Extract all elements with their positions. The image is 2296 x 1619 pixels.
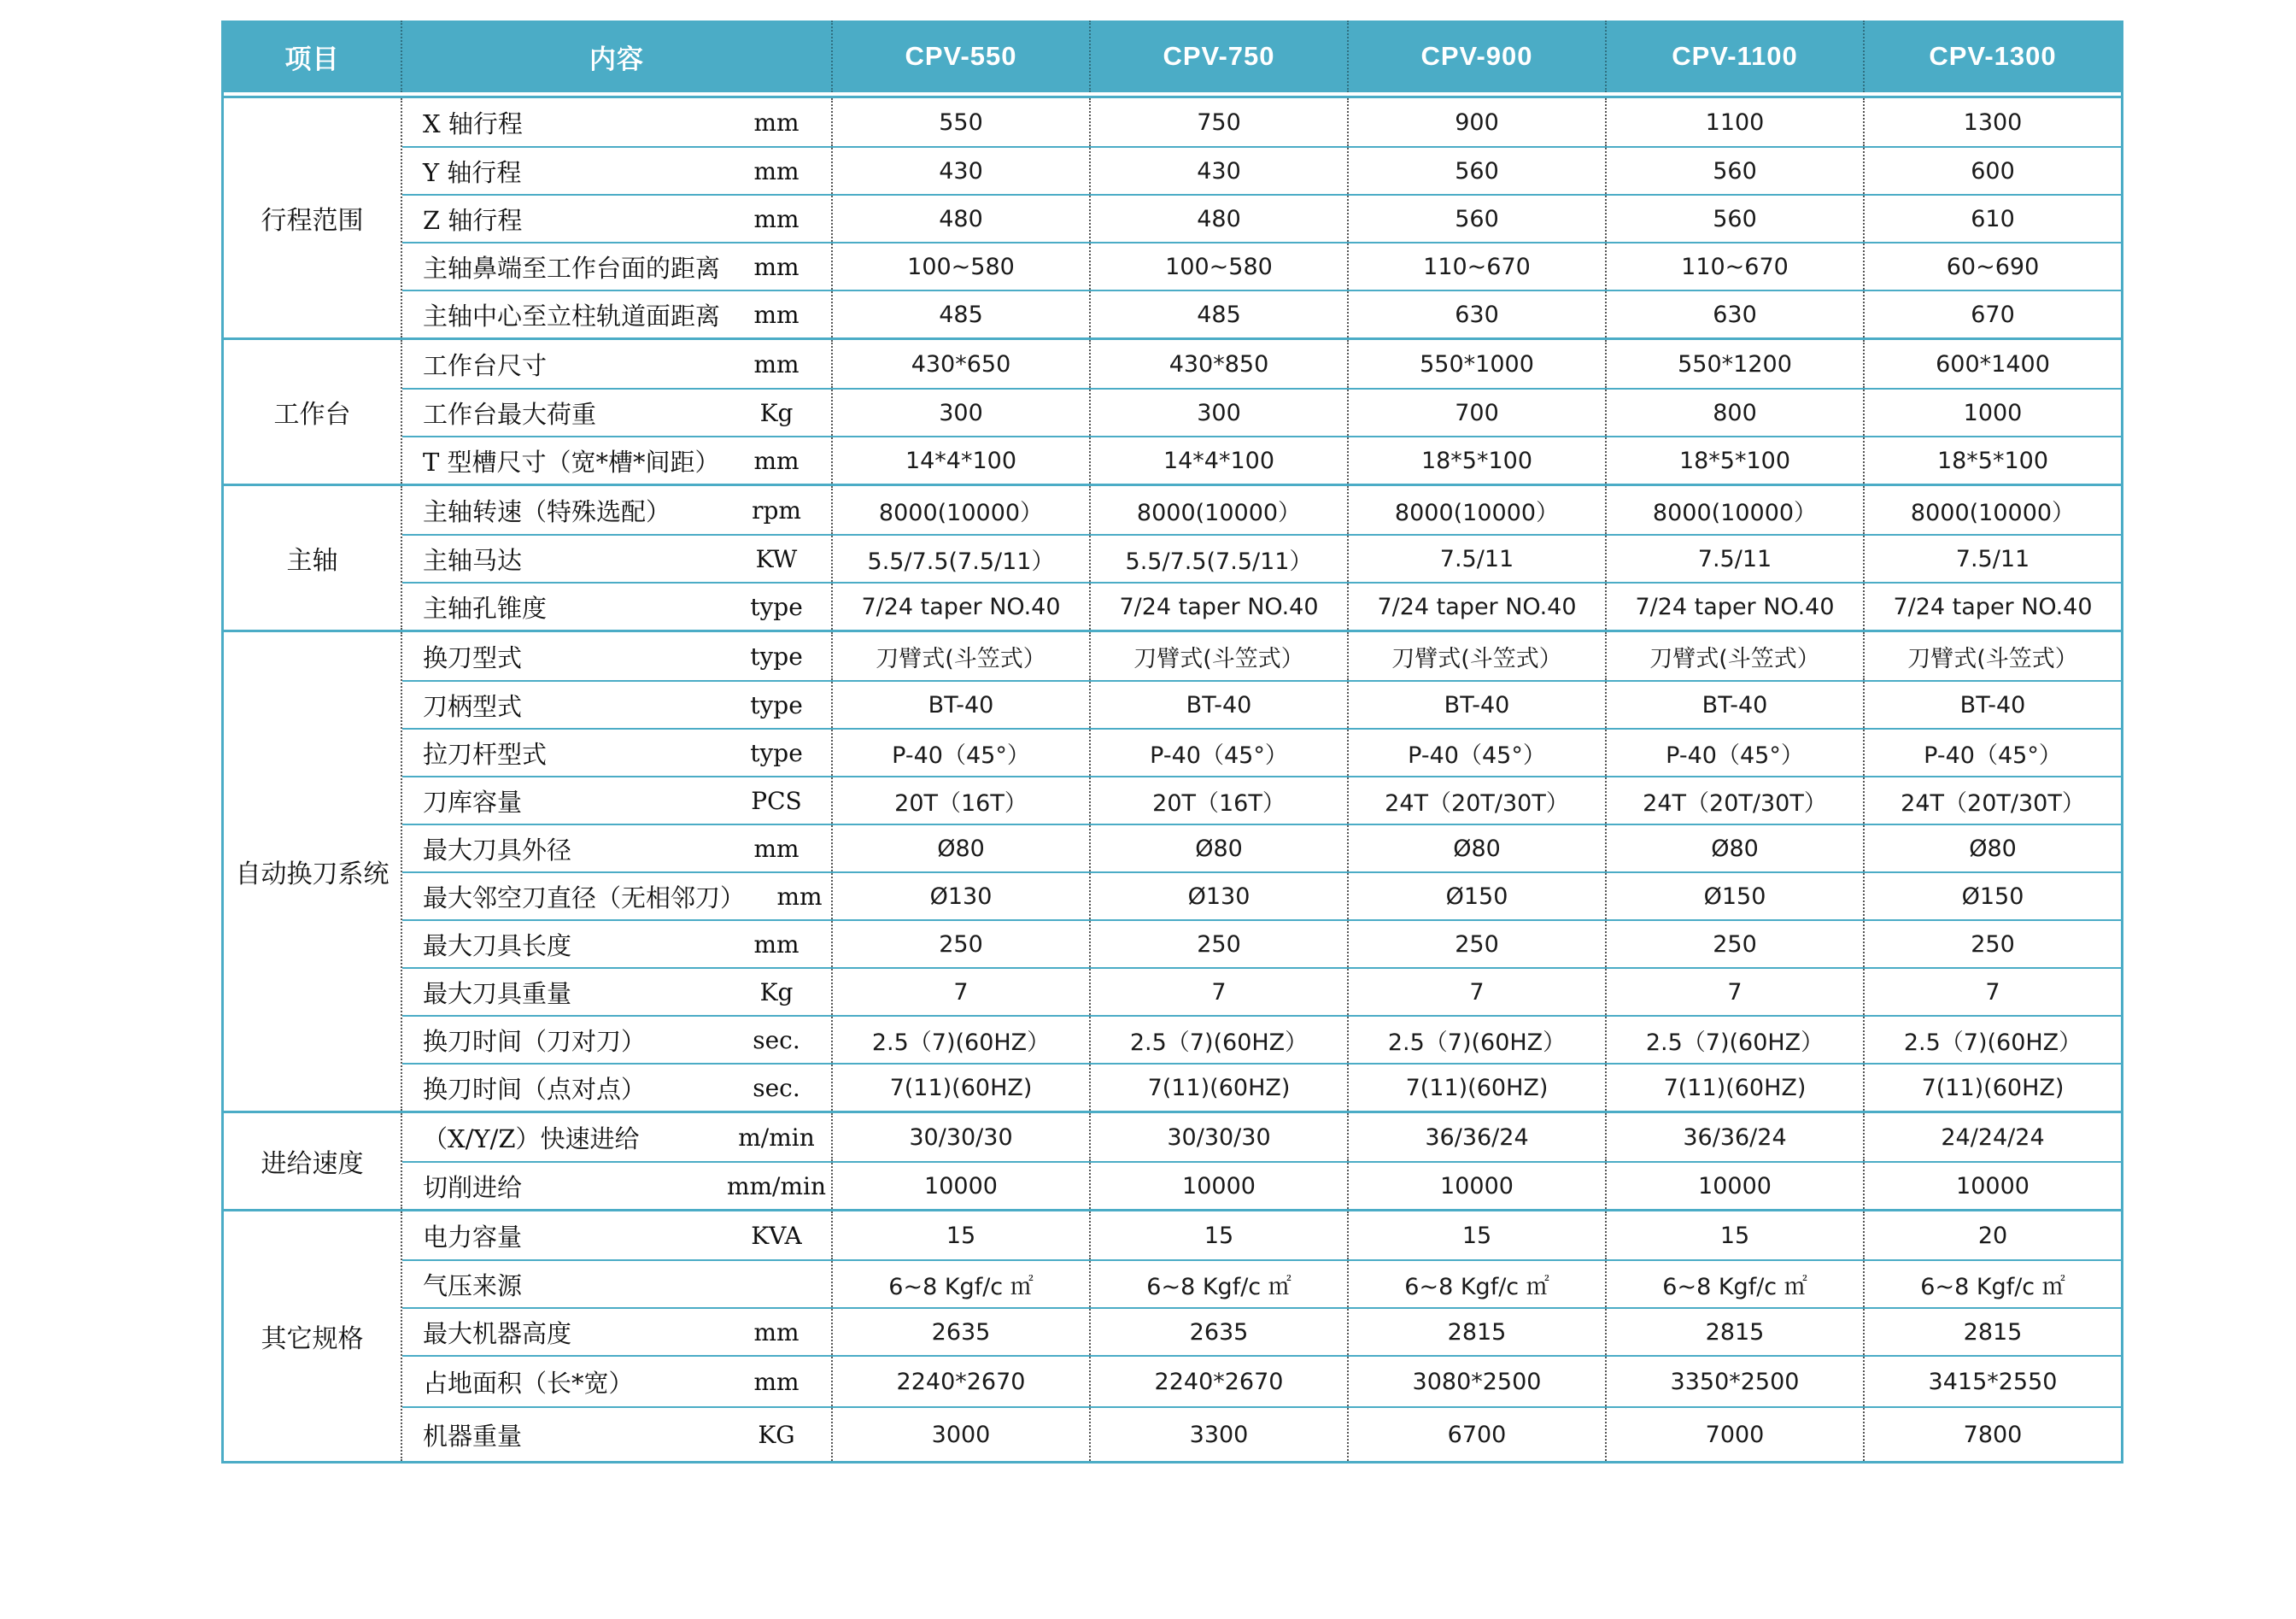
value-cell: 560 [1347, 148, 1605, 194]
value-cell: 485 [1089, 291, 1347, 337]
row-label: 主轴鼻端至工作台面的距离 [423, 253, 721, 283]
value-cell: 430*850 [1089, 340, 1347, 388]
value-cell: 刀臂式(斗笠式） [1863, 632, 2121, 680]
row-label-cell [402, 825, 831, 871]
value-cell: 1000 [1863, 390, 2121, 436]
row-unit: mm [753, 1317, 800, 1346]
group-rows [401, 486, 2121, 630]
value-cell: 24T（20T/30T） [1605, 777, 1863, 824]
row-label: X 轴行程 [423, 109, 523, 138]
row-label: 刀柄型式 [423, 691, 523, 721]
value-cell: Ø80 [1863, 825, 2121, 871]
value-cell: 6~8 Kgf/c ㎡ [1605, 1261, 1863, 1307]
value-cell: 485 [831, 291, 1089, 337]
value-cell: 250 [1089, 921, 1347, 967]
value-cell: 15 [1089, 1211, 1347, 1259]
row-label: 主轴中心至立柱轨道面距离 [423, 301, 721, 331]
row-label-cell [402, 921, 831, 967]
value-cell: 3000 [831, 1408, 1089, 1461]
row-label-cell [402, 777, 831, 824]
value-cell: 2815 [1347, 1309, 1605, 1355]
value-cell: 1100 [1605, 98, 1863, 146]
row-unit: KW [755, 544, 798, 573]
value-cell: 630 [1605, 291, 1863, 337]
table-row [402, 967, 2121, 1015]
row-unit: type [750, 738, 803, 767]
value-cell: 15 [831, 1211, 1089, 1259]
row-label: T 型槽尺寸（宽*槽*间距） [423, 447, 720, 477]
row-label: 拉刀杆型式 [423, 739, 548, 769]
group-label: 行程范围 [261, 206, 364, 236]
value-cell: 2635 [831, 1309, 1089, 1355]
value-cell: 36/36/24 [1605, 1113, 1863, 1161]
group-rows [401, 1211, 2121, 1461]
value-cell: 7/24 taper NO.40 [831, 584, 1089, 630]
row-unit: sec. [753, 1073, 800, 1102]
table-row [402, 146, 2121, 194]
value-cell: 430 [1089, 148, 1347, 194]
table-row [402, 98, 2121, 146]
value-cell: 100~580 [1089, 243, 1347, 290]
value-cell: P-40（45°） [831, 730, 1089, 776]
row-unit: mm [753, 156, 800, 185]
value-cell: 2815 [1863, 1309, 2121, 1355]
value-cell: 250 [831, 921, 1089, 967]
row-label-cell [402, 1357, 831, 1406]
row-label: 气压来源 [423, 1270, 523, 1300]
value-cell: 18*5*100 [1605, 437, 1863, 484]
table-row [402, 436, 2121, 484]
value-cell: 560 [1347, 196, 1605, 242]
value-cell: 7.5/11 [1347, 536, 1605, 582]
value-cell: 2635 [1089, 1309, 1347, 1355]
value-cell: 10000 [1863, 1163, 2121, 1209]
table-header-row [224, 21, 2121, 92]
value-cell: 7800 [1863, 1408, 2121, 1461]
group-rows [401, 632, 2121, 1111]
value-cell: 300 [1089, 390, 1347, 436]
group-label: 自动换刀系统 [235, 859, 390, 889]
value-cell: 刀臂式(斗笠式） [831, 632, 1089, 680]
value-cell: 8000(10000） [1089, 486, 1347, 534]
row-unit: mm [753, 204, 800, 233]
value-cell: 8000(10000） [1863, 486, 2121, 534]
header-cell-item: 项目 [284, 44, 340, 74]
value-cell: Ø150 [1347, 873, 1605, 919]
header-cell-model: CPV-1100 [1605, 21, 1863, 92]
row-label-cell [402, 196, 831, 242]
value-cell: 3300 [1089, 1408, 1347, 1461]
header-cell-model: CPV-550 [831, 21, 1089, 92]
row-label-cell [402, 1163, 831, 1209]
row-label: 主轴转速（特殊选配） [423, 496, 671, 526]
value-cell: 6~8 Kgf/c ㎡ [831, 1261, 1089, 1307]
group-rows [401, 1113, 2121, 1209]
value-cell: 7(11)(60HZ) [831, 1065, 1089, 1111]
machine-spec-table [221, 21, 2123, 1464]
value-cell: 7 [1347, 969, 1605, 1015]
value-cell: 8000(10000） [1605, 486, 1863, 534]
row-label-cell [402, 536, 831, 582]
value-cell: 7/24 taper NO.40 [1863, 584, 2121, 630]
value-cell: BT-40 [1089, 682, 1347, 728]
value-cell: 7 [1605, 969, 1863, 1015]
value-cell: 2.5（7)(60HZ） [1605, 1017, 1863, 1063]
value-cell: 560 [1605, 148, 1863, 194]
table-row [402, 1355, 2121, 1406]
value-cell: 3080*2500 [1347, 1357, 1605, 1406]
value-cell: 550 [831, 98, 1089, 146]
row-unit: type [750, 592, 803, 621]
value-cell: 刀臂式(斗笠式） [1347, 632, 1605, 680]
row-label-cell [402, 437, 831, 484]
spec-group [224, 630, 2121, 1111]
row-unit: mm [776, 882, 823, 911]
value-cell: 15 [1605, 1211, 1863, 1259]
value-cell: 2240*2670 [1089, 1357, 1347, 1406]
row-unit: mm [753, 252, 800, 281]
value-cell: 18*5*100 [1347, 437, 1605, 484]
value-cell: P-40（45°） [1089, 730, 1347, 776]
value-cell: 60~690 [1863, 243, 2121, 290]
value-cell: 7(11)(60HZ) [1863, 1065, 2121, 1111]
row-unit: KG [758, 1420, 795, 1449]
row-unit: mm [753, 446, 800, 475]
row-label-cell [402, 1211, 831, 1259]
row-unit: type [750, 642, 803, 671]
value-cell: Ø150 [1863, 873, 2121, 919]
row-label: （X/Y/Z）快速进给 [423, 1123, 640, 1153]
row-label-cell [402, 148, 831, 194]
row-label-cell [402, 340, 831, 388]
value-cell: 480 [1089, 196, 1347, 242]
spec-group [224, 484, 2121, 630]
table-row [402, 680, 2121, 728]
spec-group [224, 1209, 2121, 1461]
row-unit: Kg [759, 398, 794, 427]
row-unit: mm [753, 834, 800, 863]
value-cell: 7000 [1605, 1408, 1863, 1461]
value-cell: 110~670 [1347, 243, 1605, 290]
value-cell: Ø130 [831, 873, 1089, 919]
table-row [402, 1015, 2121, 1063]
spec-group [224, 337, 2121, 484]
value-cell: Ø80 [1347, 825, 1605, 871]
value-cell: 6700 [1347, 1408, 1605, 1461]
value-cell: 3415*2550 [1863, 1357, 2121, 1406]
table-row [402, 290, 2121, 337]
row-label-cell [402, 632, 831, 680]
row-unit: type [750, 690, 803, 719]
value-cell: 550*1000 [1347, 340, 1605, 388]
row-label: 主轴孔锥度 [423, 593, 548, 623]
row-label: 主轴马达 [423, 545, 523, 575]
row-label: 换刀型式 [423, 642, 523, 672]
header-cell-model: CPV-1300 [1863, 21, 2121, 92]
value-cell: 800 [1605, 390, 1863, 436]
value-cell: 7/24 taper NO.40 [1089, 584, 1347, 630]
value-cell: 2.5（7)(60HZ） [1089, 1017, 1347, 1063]
header-cell-model: CPV-900 [1347, 21, 1605, 92]
row-label: Z 轴行程 [423, 205, 523, 235]
value-cell: Ø80 [1089, 825, 1347, 871]
value-cell: 5.5/7.5(7.5/11） [831, 536, 1089, 582]
value-cell: 24/24/24 [1863, 1113, 2121, 1161]
table-row [402, 1307, 2121, 1355]
value-cell: 6~8 Kgf/c ㎡ [1863, 1261, 2121, 1307]
value-cell: 480 [831, 196, 1089, 242]
table-row [402, 1063, 2121, 1111]
row-label: 占地面积（长*宽） [423, 1368, 634, 1398]
table-row [402, 728, 2121, 776]
value-cell: BT-40 [1605, 682, 1863, 728]
value-cell: 2.5（7)(60HZ） [1347, 1017, 1605, 1063]
value-cell: 6~8 Kgf/c ㎡ [1089, 1261, 1347, 1307]
value-cell: 7/24 taper NO.40 [1605, 584, 1863, 630]
value-cell: BT-40 [1347, 682, 1605, 728]
table-row [402, 824, 2121, 871]
value-cell: 7.5/11 [1863, 536, 2121, 582]
value-cell: 刀臂式(斗笠式） [1089, 632, 1347, 680]
value-cell: 20 [1863, 1211, 2121, 1259]
table-row [402, 1161, 2121, 1209]
row-label: 最大刀具外径 [423, 835, 572, 865]
value-cell: 7 [831, 969, 1089, 1015]
row-label: 工作台最大荷重 [423, 399, 597, 429]
row-label: 最大刀具长度 [423, 930, 572, 960]
row-unit: mm/min [726, 1171, 827, 1200]
value-cell: 7 [1863, 969, 2121, 1015]
value-cell: 3350*2500 [1605, 1357, 1863, 1406]
value-cell: 900 [1347, 98, 1605, 146]
value-cell: 7(11)(60HZ) [1089, 1065, 1347, 1111]
row-unit: mm [753, 1367, 800, 1396]
value-cell: 110~670 [1605, 243, 1863, 290]
table-row [402, 340, 2121, 388]
table-row [402, 242, 2121, 290]
row-unit: m/min [738, 1123, 815, 1152]
value-cell: 100~580 [831, 243, 1089, 290]
table-row [402, 776, 2121, 824]
row-label: 电力容量 [423, 1222, 523, 1252]
group-label: 其它规格 [261, 1324, 364, 1354]
row-unit: mm [753, 349, 800, 378]
row-label-cell [402, 1309, 831, 1355]
row-unit: mm [753, 930, 800, 959]
value-cell: 7(11)(60HZ) [1605, 1065, 1863, 1111]
spec-group [224, 96, 2121, 337]
value-cell: 18*5*100 [1863, 437, 2121, 484]
value-cell: 36/36/24 [1347, 1113, 1605, 1161]
value-cell: 7/24 taper NO.40 [1347, 584, 1605, 630]
row-label: 工作台尺寸 [423, 350, 548, 380]
row-unit: PCS [751, 786, 802, 815]
group-rows [401, 98, 2121, 337]
value-cell: 24T（20T/30T） [1863, 777, 2121, 824]
group-label: 工作台 [273, 400, 351, 430]
value-cell: 10000 [1089, 1163, 1347, 1209]
value-cell: 14*4*100 [1089, 437, 1347, 484]
table-row [402, 534, 2121, 582]
value-cell: 550*1200 [1605, 340, 1863, 388]
group-label: 主轴 [286, 546, 338, 576]
value-cell: 8000(10000） [831, 486, 1089, 534]
value-cell: 250 [1605, 921, 1863, 967]
row-unit: rpm [752, 496, 801, 525]
row-label-cell [402, 243, 831, 290]
row-label-cell [402, 969, 831, 1015]
row-label: 最大邻空刀直径（无相邻刀） [423, 883, 746, 912]
value-cell: Ø130 [1089, 873, 1347, 919]
row-unit: mm [753, 108, 800, 137]
row-label-cell [402, 1065, 831, 1111]
row-label-cell [402, 730, 831, 776]
value-cell: 2.5（7)(60HZ） [831, 1017, 1089, 1063]
value-cell: 30/30/30 [1089, 1113, 1347, 1161]
row-label-cell [402, 390, 831, 436]
value-cell: Ø80 [1605, 825, 1863, 871]
value-cell: 600 [1863, 148, 2121, 194]
value-cell: 8000(10000） [1347, 486, 1605, 534]
value-cell: 2.5（7)(60HZ） [1863, 1017, 2121, 1063]
group-rows [401, 340, 2121, 484]
table-row [402, 919, 2121, 967]
table-row [402, 388, 2121, 436]
value-cell: Ø80 [831, 825, 1089, 871]
row-label-cell [402, 486, 831, 534]
header-cell-model: CPV-750 [1089, 21, 1347, 92]
value-cell: 2815 [1605, 1309, 1863, 1355]
row-label: 最大机器高度 [423, 1318, 572, 1348]
row-label: 换刀时间（点对点） [423, 1074, 647, 1104]
value-cell: 5.5/7.5(7.5/11） [1089, 536, 1347, 582]
value-cell: 630 [1347, 291, 1605, 337]
row-unit: KVA [751, 1221, 802, 1250]
row-label-cell [402, 291, 831, 337]
row-label: 刀库容量 [423, 787, 523, 817]
table-row [402, 486, 2121, 534]
row-label-cell [402, 1017, 831, 1063]
row-label-cell [402, 873, 831, 919]
value-cell: BT-40 [831, 682, 1089, 728]
row-label: 换刀时间（刀对刀） [423, 1026, 647, 1056]
value-cell: 2240*2670 [831, 1357, 1089, 1406]
value-cell: 600*1400 [1863, 340, 2121, 388]
row-label-cell [402, 1261, 831, 1307]
value-cell: 20T（16T） [1089, 777, 1347, 824]
value-cell: 700 [1347, 390, 1605, 436]
table-body [224, 96, 2121, 1461]
value-cell: 10000 [831, 1163, 1089, 1209]
value-cell: 刀臂式(斗笠式） [1605, 632, 1863, 680]
value-cell: 670 [1863, 291, 2121, 337]
value-cell: P-40（45°） [1605, 730, 1863, 776]
row-label: 切削进给 [423, 1172, 523, 1202]
row-label: Y 轴行程 [423, 157, 522, 187]
value-cell: 300 [831, 390, 1089, 436]
value-cell: 15 [1347, 1211, 1605, 1259]
value-cell: 14*4*100 [831, 437, 1089, 484]
row-label-cell [402, 584, 831, 630]
row-label-cell [402, 1408, 831, 1461]
value-cell: 430 [831, 148, 1089, 194]
value-cell: 10000 [1605, 1163, 1863, 1209]
value-cell: 750 [1089, 98, 1347, 146]
row-unit: sec. [753, 1025, 800, 1054]
table-row [402, 1113, 2121, 1161]
value-cell: P-40（45°） [1863, 730, 2121, 776]
group-label: 进给速度 [261, 1149, 364, 1179]
row-unit: Kg [759, 977, 794, 1006]
value-cell: 250 [1347, 921, 1605, 967]
value-cell: 10000 [1347, 1163, 1605, 1209]
row-label-cell [402, 682, 831, 728]
row-label-cell [402, 1113, 831, 1161]
value-cell: 430*650 [831, 340, 1089, 388]
value-cell: 610 [1863, 196, 2121, 242]
value-cell: 6~8 Kgf/c ㎡ [1347, 1261, 1605, 1307]
value-cell: 7(11)(60HZ) [1347, 1065, 1605, 1111]
row-unit: mm [753, 300, 800, 329]
value-cell: BT-40 [1863, 682, 2121, 728]
value-cell: 30/30/30 [831, 1113, 1089, 1161]
table-row [402, 871, 2121, 919]
row-label-cell [402, 98, 831, 146]
table-row [402, 1211, 2121, 1259]
value-cell: 20T（16T） [831, 777, 1089, 824]
value-cell: 250 [1863, 921, 2121, 967]
value-cell: 560 [1605, 196, 1863, 242]
table-row [402, 1259, 2121, 1307]
spec-group [224, 1111, 2121, 1209]
value-cell: 1300 [1863, 98, 2121, 146]
table-row [402, 1406, 2121, 1461]
value-cell: 7.5/11 [1605, 536, 1863, 582]
table-row [402, 632, 2121, 680]
header-cell-content: 内容 [401, 21, 831, 92]
value-cell: P-40（45°） [1347, 730, 1605, 776]
table-row [402, 582, 2121, 630]
row-label: 最大刀具重量 [423, 978, 572, 1008]
table-row [402, 194, 2121, 242]
value-cell: Ø150 [1605, 873, 1863, 919]
value-cell: 24T（20T/30T） [1347, 777, 1605, 824]
row-label: 机器重量 [423, 1421, 523, 1451]
value-cell: 7 [1089, 969, 1347, 1015]
